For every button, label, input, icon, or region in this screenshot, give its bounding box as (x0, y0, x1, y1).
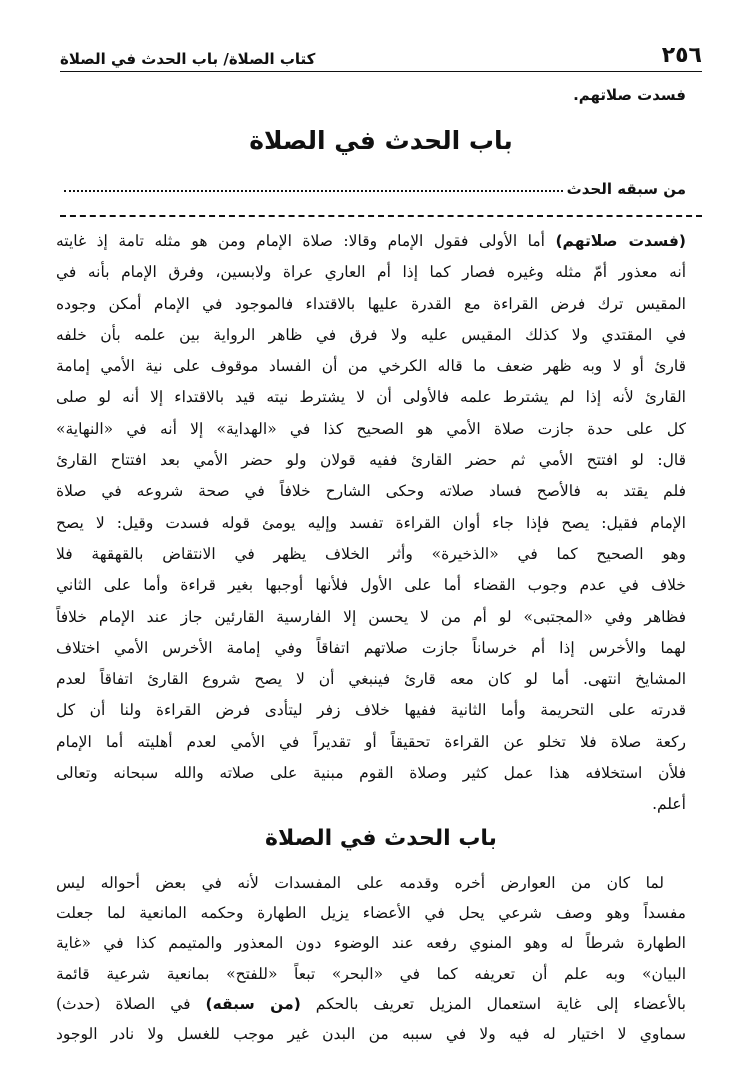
text-line (56, 695, 686, 726)
text-segment: أعلم. (652, 795, 686, 814)
text-segment: القارئ لأنه إذا لم يشترط علمه فالأولى أن لا يشترط نيته قيد بالاقتداء إلا أنه لو صلى (56, 388, 686, 407)
text-segment: سماوي لا اختيار له فيه ولا في سببه من البدن غير موجب للغسل ولا نادر الوجود (56, 1024, 686, 1043)
text-segment: كل على حدة جازت صلاة الأمي هو الصحيح كذا في «الهداية» إلا أنه في «النهاية» (56, 419, 686, 438)
text-line (56, 351, 686, 382)
text-line (56, 508, 686, 539)
text-line (56, 758, 686, 789)
text-line (56, 959, 686, 989)
header-rule (60, 71, 702, 72)
text-segment: مفسداً وهو وصف شرعي يحل في الأعضاء يزيل الطهارة وحكمه المانعية لما جعلت (56, 904, 686, 923)
text-line (56, 989, 686, 1019)
text-segment: أما الأولى فقول الإمام وقالا: صلاة الإمام ومن هو مثله تامة إذ غايته (56, 232, 556, 250)
text-line (56, 1019, 686, 1049)
page-number: ٢٥٦ (661, 43, 702, 68)
text-line (56, 789, 686, 820)
text-segment: وهو الصحيح كما في «الذخيرة» وأثر الخلاف يظهر في الانتقاض بالقهقهة فلا (56, 544, 686, 563)
text-line (56, 727, 686, 758)
text-segment: الطهارة شرطاً له وهو المنوي رفعه عند الوضوء دون المعذور والمتيمم كذا في «غاية (56, 934, 686, 953)
dotted-leader (64, 180, 563, 192)
text-segment: بالأعضاء إلى غاية استعمال المزيل تعريف بالحكم (300, 994, 686, 1013)
text-segment: الإمام فقيل: يصح فإذا جاء أوان القراءة تفسد وإليه يومئ قوله فسدت وقيل: لا يصح (56, 513, 686, 532)
section-body (56, 868, 686, 1049)
text-segment: فظاهر وفي «المجتبى» لو أم من لا يحسن إلا الفارسية القارئين جاز عند الإمام خلافاً (56, 607, 686, 626)
commentary-block (56, 226, 686, 821)
text-line (56, 570, 686, 601)
text-segment: المقيس ترك فرض القراءة مع القدرة عليها بالاقتداء فالموجود في الإمام أمكن وجوده (56, 294, 686, 313)
text-line (56, 898, 686, 928)
text-segment: ركعة صلاة فلا تخلو عن القراءة تحقيقاً أو تقديراً في الأمي لعدم أهليته أما الإمام (56, 732, 686, 751)
quoted-matn: (من سبقه) (205, 994, 301, 1013)
text-line (56, 633, 686, 664)
text-segment: قارئ أو لا وبه ظهر ضعف ما قاله الكرخي من أن الفساد موقوف على نية الأمي إمامة (56, 357, 686, 376)
text-line (56, 226, 686, 257)
text-line (56, 445, 686, 476)
carryover-text: فسدت صلاتهم. (573, 86, 686, 104)
page-header (60, 38, 702, 68)
text-segment: أنه معذور أمّ مثله وغيره فصار كما إذا أم العاري عراة ولابسين، وفرق الإمام بأنه في (56, 263, 686, 282)
text-line (56, 664, 686, 695)
text-segment: البيان» وبه علم أن تعريفه كما في «البحر» تبعاً «للفتح» بمانعية شرعية قائمة (56, 964, 686, 983)
text-line (56, 414, 686, 445)
text-line (56, 320, 686, 351)
text-line (56, 928, 686, 958)
text-segment: قال: لو افتتح الأمي ثم حضر القارئ ففيه قولان ولو حضر الأمي بعد افتتاح القارئ (56, 451, 686, 470)
text-segment: فلم يقتد به فالأصح فساد صلاته وحكى الشارح خلافاً في صحة شروعه في صلاة (56, 482, 686, 501)
section-title: باب الحدث في الصلاة (265, 826, 497, 851)
text-separator (60, 215, 702, 217)
lemma-text: من سبقه الحدث (566, 180, 686, 198)
text-segment: قدرته على التحريمة وأما الثانية ففيها خلاف زفر ليتأدى فرض القراءة ولنا أن كل (56, 701, 686, 720)
text-segment: لما كان من العوارض أخره وقدمه على المفسدات لأنه في بعض أحواله ليس (56, 874, 664, 892)
text-segment: خلاف في عدم وجوب القضاء أما على الأول فلأنها أوجبها بغير قراءة وأما على الثاني (56, 576, 686, 595)
text-segment: فلأن استخلافه هذا عمل كثير وصلاة القوم مبنية على صلاته والله سبحانه وتعالى (56, 764, 686, 783)
running-title: كتاب الصلاة/ باب الحدث في الصلاة (60, 50, 316, 68)
text-line (56, 289, 686, 320)
text-line (56, 382, 686, 413)
text-line (56, 539, 686, 570)
text-segment: المشايخ انتهى. أما لو كان معه قارئ فينبغي أن لا يصح شروع القارئ اتفاقاً لعدم (56, 670, 686, 689)
text-line (56, 257, 686, 288)
text-segment: لهما والأخرس إذا أم خرساناً جازت صلاتهم اتفاقاً وفي إمامة الأخرس الأمي اختلاف (56, 638, 686, 657)
text-line (56, 476, 686, 507)
text-line (56, 868, 686, 898)
chapter-title: باب الحدث في الصلاة (249, 126, 513, 155)
text-segment: في المقتدي ولا كذلك المقيس عليه ولا فرق في ظاهر الرواية بين علمه بأن خلفه (56, 325, 686, 344)
lemma-line (64, 180, 686, 198)
text-line (56, 602, 686, 633)
text-segment: في الصلاة (حدث) (56, 994, 206, 1013)
quoted-matn: (فسدت صلاتهم) (555, 232, 686, 250)
